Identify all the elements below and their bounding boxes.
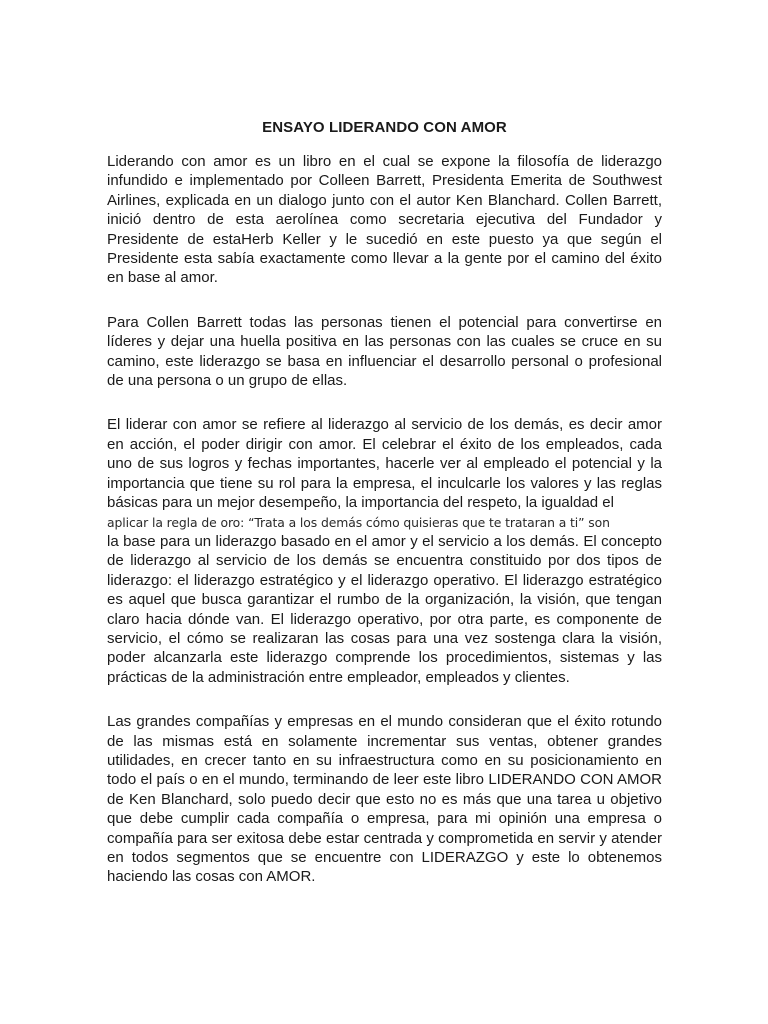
paragraph-3-quote-line: aplicar la regla de oro: “Trata a los demás cómo quisieras que te trataran a ti” son bbox=[107, 514, 610, 530]
paragraph-2: Para Collen Barrett todas las personas tienen el potencial para convertirse en líderes y dejar una huella positiva en las personas con las cuales se cruce en su camino, este liderazgo se basa en influenciar el desarrollo personal o profesional de una persona o un grupo de ellas. bbox=[107, 313, 662, 390]
paragraph-3 bbox=[107, 415, 662, 687]
paragraph-3-before-quote: El liderar con amor se refiere al liderazgo al servicio de los demás, es decir amor en acción, el poder dirigir con amor. El celebrar el éxito de los empleados, cada uno de sus logros y fechas importantes, hacerle ver al empleado el potencial y la importancia que tiene su rol para la empresa, el inculcarle los valores y las reglas básicas para un mejor desempeño, la importancia del respeto, la igualdad el bbox=[107, 416, 662, 512]
paragraph-1: Liderando con amor es un libro en el cual se expone la filosofía de liderazgo infundido e implementado por Colleen Barrett, Presidenta Emerita de Southwest Airlines, explicada en un dialogo junto con el autor Ken Blanchard. Collen Barrett, inició dentro de esta aerolínea como secretaria ejecutiva del Fundador y Presidente de estaHerb Keller y le sucedió en este puesto ya que según el Presidente esta sabía exactamente como llevar a la gente por el camino del éxito en base al amor. bbox=[107, 153, 662, 287]
paragraph-3-after-quote: la base para un liderazgo basado en el amor y el servicio a los demás. El concepto de liderazgo al servicio de los demás se encuentra constituido por dos tipos de liderazgo: el liderazgo estratégico y el liderazgo operativo. El liderazgo estratégico es aquel que busca garantizar el rumbo de la organización, la visión, que tengan claro hacia dónde van. El liderazgo operativo, por otra parte, es componente de servicio, el cómo se realizaran las cosas para una vez sostenga clara la visión, poder alcanzarla este liderazgo comprende los procedimientos, sistemas y las prácticas de la administración entre empleador, empleados y clientes. bbox=[107, 532, 662, 686]
document-title: ENSAYO LIDERANDO CON AMOR bbox=[262, 119, 507, 136]
paragraph-4: Las grandes compañías y empresas en el mundo consideran que el éxito rotundo de las mismas está en solamente incrementar sus ventas, obtener grandes utilidades, en crecer tanto en su infraestructura como en su posicionamiento en todo el país o en el mundo, terminando de leer este libro LIDERANDO CON AMOR de Ken Blanchard, solo puedo decir que esto no es más que una tarea u objetivo que debe cumplir cada compañía o empresa, para mi opinión una empresa o compañía para ser exitosa debe estar centrada y comprometida en servir y atender en todos segmentos que se encuentre con LIDERAZGO y este lo obtenemos haciendo las cosas con AMOR. bbox=[107, 713, 662, 886]
